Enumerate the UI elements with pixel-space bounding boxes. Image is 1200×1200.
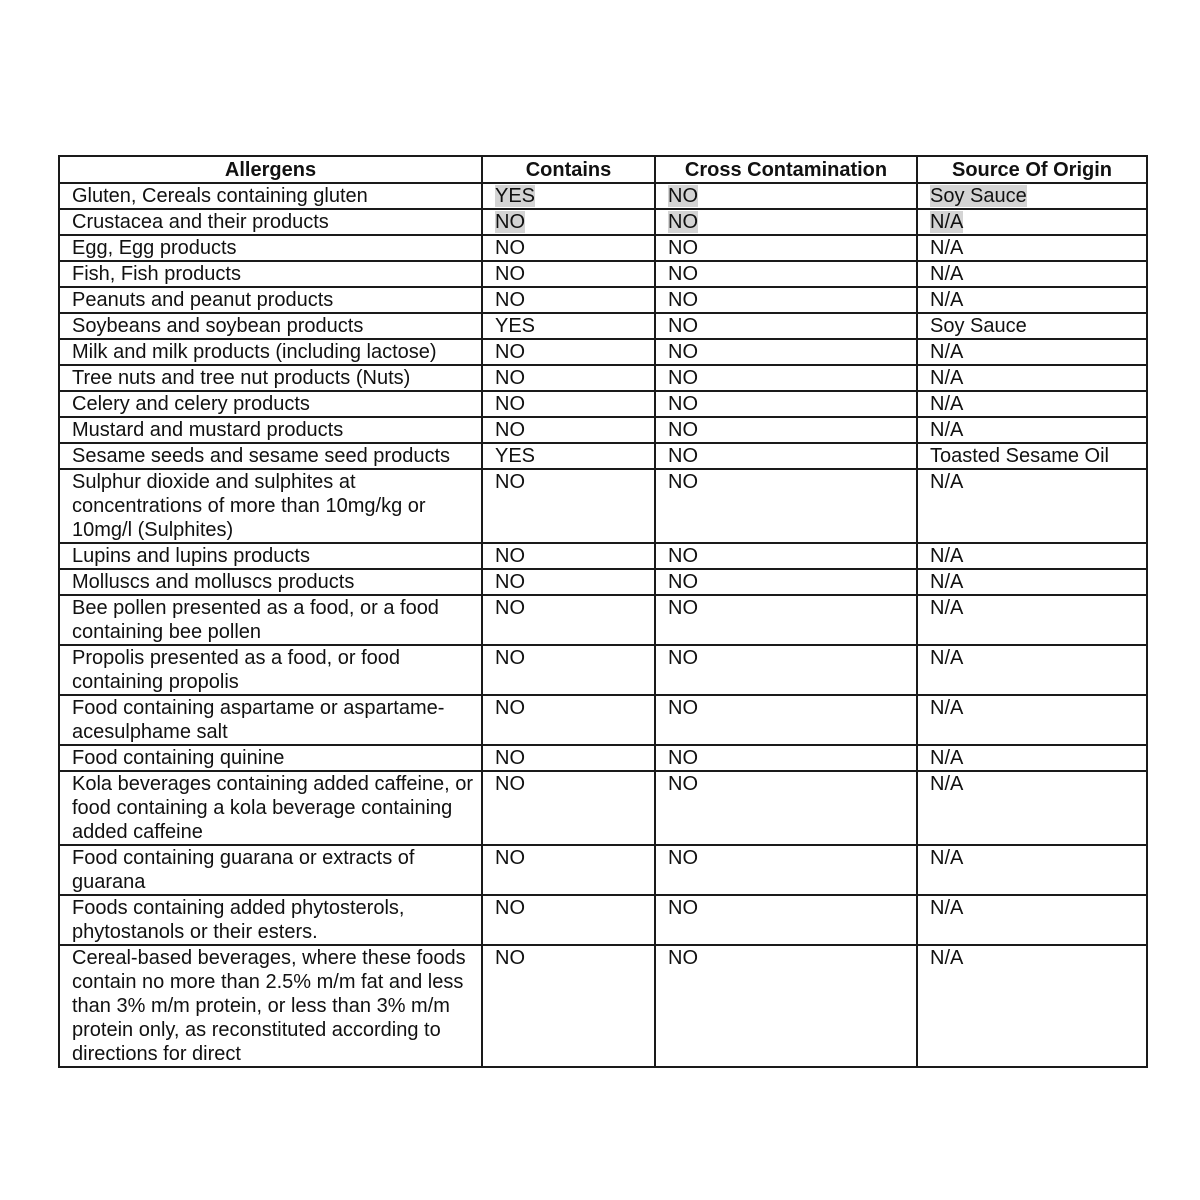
cross-value: NO <box>668 947 698 969</box>
source-cell <box>917 235 1147 261</box>
header-source-of-origin: Source Of Origin <box>917 156 1147 183</box>
allergen-cell <box>59 945 482 1067</box>
contains-value: NO <box>495 545 525 567</box>
allergen-cell <box>59 771 482 845</box>
source-cell <box>917 771 1147 845</box>
allergen-cell <box>59 235 482 261</box>
source-value: N/A <box>930 393 964 415</box>
cross-cell <box>655 569 917 595</box>
contains-value: YES <box>495 445 536 467</box>
allergen-name: Soybeans and soybean products <box>72 315 364 337</box>
header-cross-contamination: Cross Contamination <box>655 156 917 183</box>
cross-cell <box>655 365 917 391</box>
allergen-cell <box>59 569 482 595</box>
allergen-cell <box>59 183 482 209</box>
allergen-name: Peanuts and peanut products <box>72 289 334 311</box>
table-row <box>59 339 1147 365</box>
allergen-cell <box>59 695 482 745</box>
contains-cell <box>482 945 655 1067</box>
cross-value: NO <box>668 471 698 493</box>
contains-value: NO <box>495 471 525 493</box>
cross-value: NO <box>668 237 698 259</box>
table-row <box>59 771 1147 845</box>
allergen-name: Lupins and lupins products <box>72 545 310 567</box>
table-row <box>59 595 1147 645</box>
allergen-name: Milk and milk products (including lactose) <box>72 341 437 363</box>
table-row <box>59 183 1147 209</box>
cross-cell <box>655 287 917 313</box>
contains-cell <box>482 771 655 845</box>
allergen-name: Crustacea and their products <box>72 211 329 233</box>
allergen-cell <box>59 313 482 339</box>
contains-cell <box>482 365 655 391</box>
contains-value: NO <box>495 289 525 311</box>
contains-cell <box>482 183 655 209</box>
contains-value: NO <box>495 897 525 919</box>
source-value: Soy Sauce <box>930 185 1027 207</box>
allergen-name: Food containing guarana or extracts of guarana <box>72 847 415 893</box>
allergen-cell <box>59 339 482 365</box>
source-cell <box>917 391 1147 417</box>
cross-value: NO <box>668 185 698 207</box>
source-value: N/A <box>930 341 964 363</box>
cross-value: NO <box>668 647 698 669</box>
source-value: N/A <box>930 571 964 593</box>
contains-value: NO <box>495 847 525 869</box>
allergen-name: Foods containing added phytosterols, phytostanols or their esters. <box>72 897 405 943</box>
allergen-name: Food containing aspartame or aspartame-acesulphame salt <box>72 697 445 743</box>
cross-cell <box>655 771 917 845</box>
table-row <box>59 235 1147 261</box>
contains-cell <box>482 391 655 417</box>
source-cell <box>917 365 1147 391</box>
cross-cell <box>655 645 917 695</box>
source-value: N/A <box>930 367 964 389</box>
table-row <box>59 417 1147 443</box>
contains-cell <box>482 261 655 287</box>
contains-value: YES <box>495 185 536 207</box>
cross-cell <box>655 209 917 235</box>
allergen-name: Gluten, Cereals containing gluten <box>72 185 368 207</box>
cross-value: NO <box>668 211 698 233</box>
cross-cell <box>655 845 917 895</box>
allergen-name: Kola beverages containing added caffeine, or food containing a kola beverage containing added caffeine <box>72 773 474 843</box>
source-value: N/A <box>930 747 964 769</box>
table-row <box>59 543 1147 569</box>
cross-cell <box>655 945 917 1067</box>
contains-cell <box>482 595 655 645</box>
source-cell <box>917 209 1147 235</box>
cross-cell <box>655 261 917 287</box>
contains-cell <box>482 209 655 235</box>
allergen-name: Molluscs and molluscs products <box>72 571 355 593</box>
allergen-cell <box>59 391 482 417</box>
allergen-name: Food containing quinine <box>72 747 285 769</box>
contains-value: NO <box>495 237 525 259</box>
table-row <box>59 287 1147 313</box>
contains-cell <box>482 417 655 443</box>
source-cell <box>917 183 1147 209</box>
source-value: N/A <box>930 237 964 259</box>
cross-value: NO <box>668 315 698 337</box>
cross-value: NO <box>668 289 698 311</box>
cross-value: NO <box>668 445 698 467</box>
source-cell <box>917 595 1147 645</box>
contains-value: NO <box>495 597 525 619</box>
allergen-table <box>58 155 1148 1068</box>
cross-cell <box>655 745 917 771</box>
table-row <box>59 945 1147 1067</box>
allergen-cell <box>59 287 482 313</box>
cross-cell <box>655 443 917 469</box>
allergen-cell <box>59 845 482 895</box>
allergen-name: Propolis presented as a food, or food containing propolis <box>72 647 400 693</box>
source-cell <box>917 543 1147 569</box>
allergen-cell <box>59 469 482 543</box>
contains-value: NO <box>495 393 525 415</box>
source-cell <box>917 417 1147 443</box>
source-cell <box>917 845 1147 895</box>
allergen-cell <box>59 417 482 443</box>
source-value: N/A <box>930 897 964 919</box>
contains-value: YES <box>495 315 536 337</box>
allergen-name: Fish, Fish products <box>72 263 241 285</box>
allergen-name: Egg, Egg products <box>72 237 237 259</box>
contains-value: NO <box>495 773 525 795</box>
source-cell <box>917 261 1147 287</box>
cross-cell <box>655 595 917 645</box>
cross-value: NO <box>668 263 698 285</box>
allergen-cell <box>59 443 482 469</box>
allergen-cell <box>59 209 482 235</box>
cross-value: NO <box>668 367 698 389</box>
source-value: N/A <box>930 847 964 869</box>
allergen-name: Bee pollen presented as a food, or a food containing bee pollen <box>72 597 439 643</box>
table-header-row <box>59 156 1147 183</box>
cross-cell <box>655 339 917 365</box>
contains-cell <box>482 543 655 569</box>
header-allergens: Allergens <box>59 156 482 183</box>
allergen-cell <box>59 745 482 771</box>
source-value: N/A <box>930 597 964 619</box>
source-cell <box>917 945 1147 1067</box>
contains-cell <box>482 569 655 595</box>
table-row <box>59 313 1147 339</box>
contains-cell <box>482 695 655 745</box>
source-cell <box>917 645 1147 695</box>
cross-cell <box>655 391 917 417</box>
contains-cell <box>482 645 655 695</box>
source-value: N/A <box>930 545 964 567</box>
allergen-name: Cereal-based beverages, where these foods contain no more than 2.5% m/m fat and less than 3% m/m protein, or less than 3% m/m protein only, as reconstituted according to directions for direct <box>72 947 466 1065</box>
contains-cell <box>482 287 655 313</box>
contains-cell <box>482 313 655 339</box>
table-row <box>59 695 1147 745</box>
source-cell <box>917 287 1147 313</box>
cross-value: NO <box>668 747 698 769</box>
allergen-name: Sulphur dioxide and sulphites at concentrations of more than 10mg/kg or 10mg/l (Sulphites) <box>72 471 426 541</box>
source-cell <box>917 895 1147 945</box>
source-cell <box>917 569 1147 595</box>
contains-cell <box>482 235 655 261</box>
allergen-cell <box>59 543 482 569</box>
source-value: N/A <box>930 697 964 719</box>
allergen-name: Sesame seeds and sesame seed products <box>72 445 450 467</box>
contains-cell <box>482 745 655 771</box>
source-value: N/A <box>930 419 964 441</box>
source-value: N/A <box>930 947 964 969</box>
cross-cell <box>655 469 917 543</box>
cross-cell <box>655 895 917 945</box>
cross-value: NO <box>668 697 698 719</box>
cross-value: NO <box>668 597 698 619</box>
contains-cell <box>482 339 655 365</box>
table-row <box>59 209 1147 235</box>
allergen-cell <box>59 895 482 945</box>
table-row <box>59 569 1147 595</box>
contains-value: NO <box>495 647 525 669</box>
cross-cell <box>655 235 917 261</box>
source-value: N/A <box>930 211 964 233</box>
source-value: Soy Sauce <box>930 315 1027 337</box>
allergen-cell <box>59 261 482 287</box>
cross-value: NO <box>668 419 698 441</box>
table-row <box>59 261 1147 287</box>
source-cell <box>917 443 1147 469</box>
source-value: N/A <box>930 263 964 285</box>
source-cell <box>917 339 1147 365</box>
table-row <box>59 365 1147 391</box>
source-value: N/A <box>930 289 964 311</box>
source-value: N/A <box>930 647 964 669</box>
allergen-cell <box>59 595 482 645</box>
contains-value: NO <box>495 341 525 363</box>
contains-value: NO <box>495 947 525 969</box>
cross-cell <box>655 695 917 745</box>
source-value: N/A <box>930 773 964 795</box>
source-value: N/A <box>930 471 964 493</box>
cross-cell <box>655 183 917 209</box>
contains-value: NO <box>495 367 525 389</box>
allergen-name: Tree nuts and tree nut products (Nuts) <box>72 367 411 389</box>
cross-cell <box>655 417 917 443</box>
cross-value: NO <box>668 545 698 567</box>
table-row <box>59 391 1147 417</box>
contains-cell <box>482 895 655 945</box>
contains-value: NO <box>495 263 525 285</box>
table-row <box>59 845 1147 895</box>
allergen-cell <box>59 365 482 391</box>
cross-value: NO <box>668 897 698 919</box>
table-row <box>59 443 1147 469</box>
cross-value: NO <box>668 341 698 363</box>
table-row <box>59 745 1147 771</box>
allergen-name: Celery and celery products <box>72 393 310 415</box>
source-cell <box>917 695 1147 745</box>
contains-cell <box>482 845 655 895</box>
contains-cell <box>482 469 655 543</box>
contains-cell <box>482 443 655 469</box>
contains-value: NO <box>495 211 525 233</box>
cross-cell <box>655 543 917 569</box>
cross-value: NO <box>668 847 698 869</box>
header-contains: Contains <box>482 156 655 183</box>
table-row <box>59 645 1147 695</box>
cross-cell <box>655 313 917 339</box>
table-row <box>59 895 1147 945</box>
source-cell <box>917 745 1147 771</box>
allergen-name: Mustard and mustard products <box>72 419 344 441</box>
source-value: Toasted Sesame Oil <box>930 445 1109 467</box>
contains-value: NO <box>495 571 525 593</box>
contains-value: NO <box>495 747 525 769</box>
cross-value: NO <box>668 393 698 415</box>
source-cell <box>917 313 1147 339</box>
allergen-cell <box>59 645 482 695</box>
contains-value: NO <box>495 697 525 719</box>
cross-value: NO <box>668 773 698 795</box>
cross-value: NO <box>668 571 698 593</box>
table-row <box>59 469 1147 543</box>
contains-value: NO <box>495 419 525 441</box>
source-cell <box>917 469 1147 543</box>
